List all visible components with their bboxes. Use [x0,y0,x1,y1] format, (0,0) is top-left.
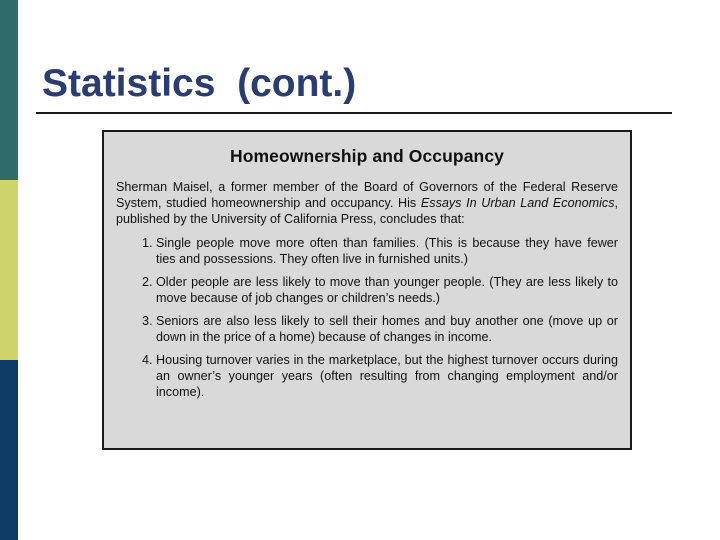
title-underline [36,112,672,114]
intro-book-title: Essays In Urban Land Economics [420,196,615,210]
finding-number: 2. [142,275,153,289]
accent-bar-top [0,0,18,180]
finding-number: 3. [142,314,153,328]
finding-text: Older people are less likely to move than younger people. (They are less likely to move because of job changes or children’s needs.) [156,275,618,305]
accent-bar-bottom [0,360,18,540]
finding-number: 4. [142,353,153,367]
excerpt-box [102,130,632,450]
excerpt-intro [116,179,618,227]
intro-text-end: , published by the University of California Press, concludes that: [116,196,618,226]
finding-number: 1. [142,236,153,250]
finding-text: Seniors are also less likely to sell their homes and buy another one (move up or down in the price of a home) because of changes in income. [156,314,618,344]
finding-text: Single people move more often than families. (This is because they have fewer ties and possessions. They often live in furnished units.) [156,236,618,266]
intro-text-start: Sherman Maisel, a former member of the Board of Governors of the Federal Reserve System, studied homeownership and occupancy. His [116,180,618,210]
accent-bar-middle [0,180,18,360]
excerpt-heading: Homeownership and Occupancy [229,146,504,166]
slide-title: Statistics (cont.) [42,62,357,105]
findings-list [116,235,618,400]
finding-item [116,235,618,267]
finding-item [116,352,618,400]
finding-item [116,313,618,345]
finding-text: Housing turnover varies in the marketplace, but the highest turnover occurs during an owner’s younger years (often resulting from changing employment and/or income). [156,353,618,399]
finding-item [116,274,618,306]
